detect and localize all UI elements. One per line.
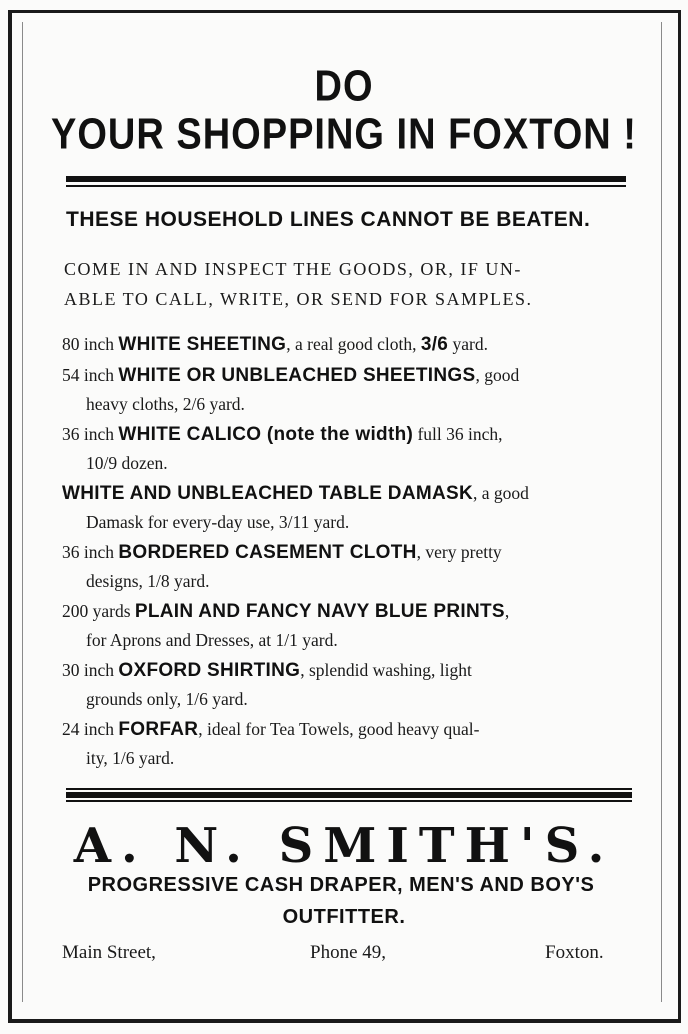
intro-text [64, 254, 624, 314]
product-item [62, 420, 626, 477]
item-name: WHITE OR UNBLEACHED SHEETINGS [118, 365, 476, 386]
item-name: WHITE AND UNBLEACHED TABLE DAMASK [62, 483, 473, 504]
item-name: WHITE CALICO (note the width) [118, 424, 414, 445]
product-item [62, 656, 626, 713]
item-continuation: Damask for every-day use, 3/11 yard. [86, 512, 350, 532]
product-item [62, 479, 626, 536]
product-item [62, 330, 626, 359]
footer-phone: Phone 49, [310, 942, 386, 963]
item-size: 30 inch [62, 660, 119, 680]
item-price: 3/6 [420, 334, 449, 355]
product-item [62, 361, 626, 418]
item-name: WHITE SHEETING [118, 334, 287, 355]
item-desc: , very pretty [416, 542, 502, 562]
item-desc: , a real good cloth, [286, 334, 421, 354]
item-size: 80 inch [62, 334, 119, 354]
item-size: 54 inch [62, 365, 119, 385]
bottom-rule-thick [66, 792, 632, 798]
footer-town: Foxton. [545, 942, 604, 963]
item-size: 36 inch [62, 424, 119, 444]
footer-street: Main Street, [62, 942, 156, 963]
item-continuation: designs, 1/8 yard. [86, 571, 210, 591]
product-item [62, 715, 626, 772]
headline-line-2: YOUR SHOPPING IN FOXTON ! [51, 110, 637, 160]
item-desc: , ideal for Tea Towels, good heavy qual- [198, 719, 480, 739]
headline-rule-thin [66, 185, 626, 187]
item-size: 36 inch [62, 542, 119, 562]
item-name: OXFORD SHIRTING [118, 660, 301, 681]
intro-line-2: ABLE TO CALL, WRITE, OR SEND FOR SAMPLES. [64, 289, 533, 309]
product-list [62, 330, 626, 774]
subheading: THESE HOUSEHOLD LINES CANNOT BE BEATEN. [66, 208, 591, 231]
intro-line-1: COME IN AND INSPECT THE GOODS, OR, IF UN- [64, 259, 522, 279]
business-tagline-2: OUTFITTER. [282, 906, 406, 928]
business-tagline-1: PROGRESSIVE CASH DRAPER, MEN'S AND BOY'S [87, 874, 595, 896]
business-name: A. N. SMITH'S. [73, 818, 615, 874]
item-continuation: ity, 1/6 yard. [86, 748, 175, 768]
item-continuation: grounds only, 1/6 yard. [86, 689, 248, 709]
product-item [62, 597, 626, 654]
product-item [62, 538, 626, 595]
item-desc: , good [475, 365, 520, 385]
item-continuation: for Aprons and Dresses, at 1/1 yard. [86, 630, 338, 650]
item-continuation: 10/9 dozen. [86, 453, 168, 473]
item-name: PLAIN AND FANCY NAVY BLUE PRINTS [134, 601, 505, 622]
item-desc: , splendid washing, light [300, 660, 472, 680]
item-continuation: heavy cloths, 2/6 yard. [86, 394, 245, 414]
item-desc: , [504, 601, 510, 621]
headline-rule-thick [66, 176, 626, 182]
item-name: FORFAR [118, 719, 199, 740]
item-desc: , a good [473, 483, 529, 503]
headline-line-1: DO [314, 62, 374, 112]
item-name: BORDERED CASEMENT CLOTH [118, 542, 417, 563]
item-size: 200 yards [62, 601, 135, 621]
bottom-rule-thin-top [66, 788, 632, 790]
item-desc: full 36 inch, [413, 424, 503, 444]
bottom-rule-thin-bottom [66, 800, 632, 802]
item-unit: yard. [448, 334, 489, 354]
item-size: 24 inch [62, 719, 119, 739]
